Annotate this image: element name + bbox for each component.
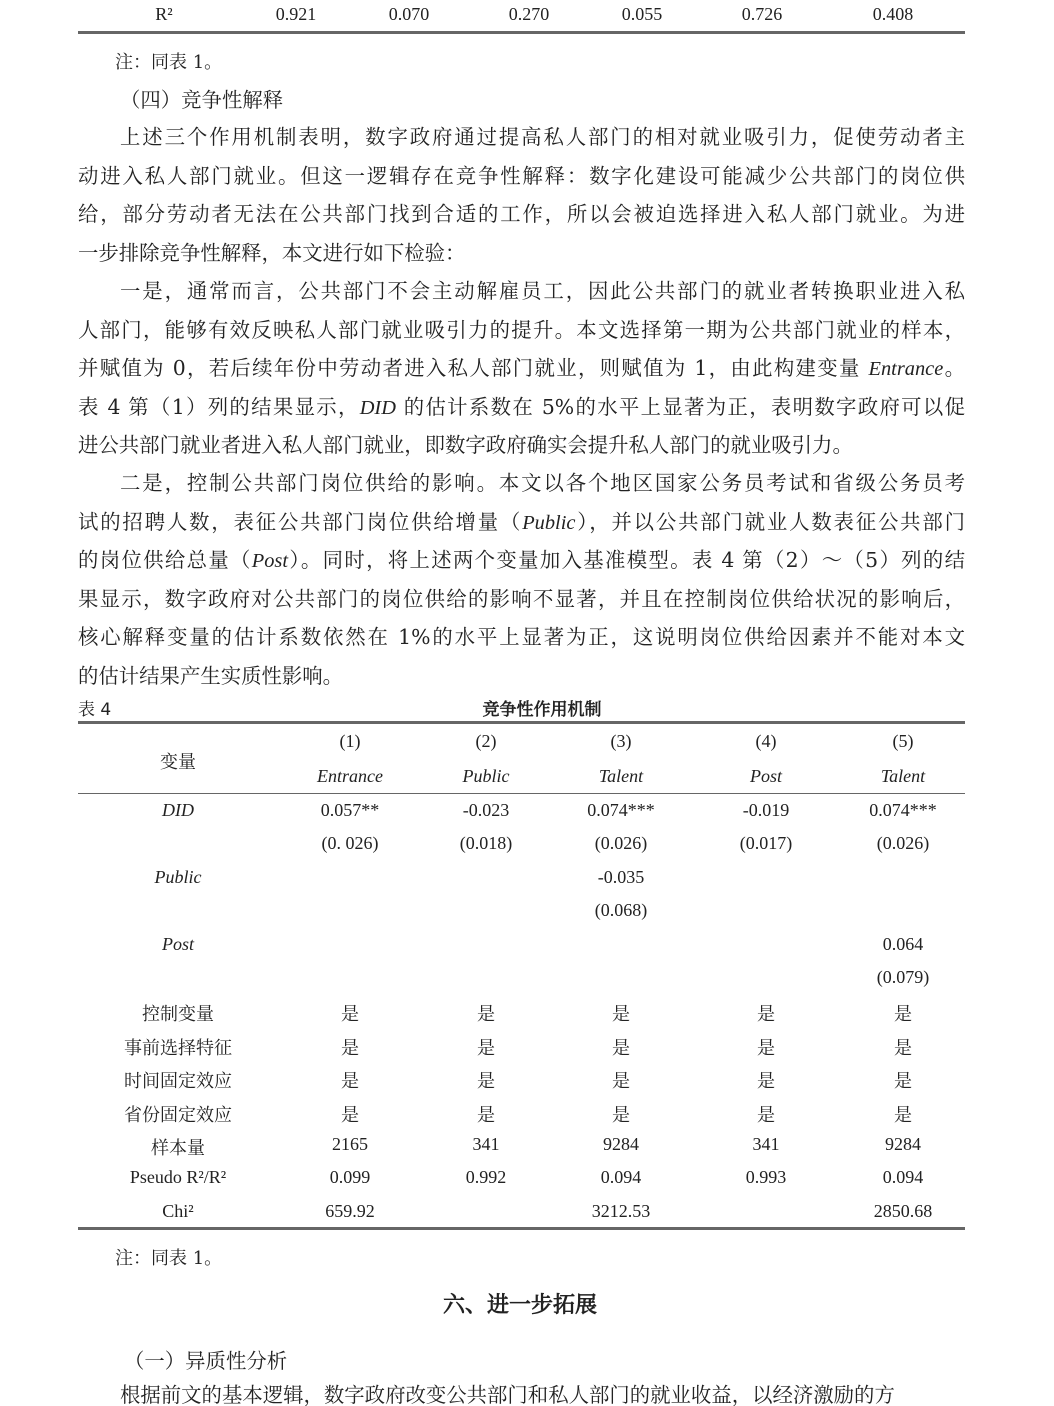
- table-cell: 0.057**: [320, 800, 380, 820]
- paragraph: [78, 464, 965, 695]
- table-cell: 是: [894, 1037, 912, 1059]
- paragraph-line: [78, 541, 965, 580]
- table-cell: 9284: [885, 1134, 921, 1154]
- table-note: 注：同表 1。: [115, 52, 223, 73]
- row-label: 省份固定效应: [124, 1104, 232, 1126]
- column-number: (3): [610, 731, 632, 751]
- row-label: 时间固定效应: [124, 1071, 232, 1093]
- variable-name: Public: [522, 511, 576, 534]
- table-cell: 2850.68: [873, 1200, 933, 1221]
- column-name: Entrance: [317, 766, 383, 786]
- paragraph-line: [78, 618, 965, 657]
- row-label: 控制变量: [142, 1004, 214, 1026]
- r2-value: 0.070: [388, 4, 430, 24]
- table-cell: 是: [894, 1071, 912, 1093]
- table-cell: (0.017): [739, 833, 793, 854]
- column-number: (2): [475, 731, 497, 751]
- table-cell: 是: [477, 1037, 495, 1059]
- table-cell: 是: [477, 1004, 495, 1026]
- column-name: Public: [462, 766, 510, 786]
- row-label: Pseudo R²/R²: [129, 1167, 227, 1188]
- text-run: 的估计系数在 5%的水平上显著为正，表明数字政府可以促: [395, 394, 965, 419]
- paragraph-line: [78, 657, 965, 696]
- prev-table-r2-row: [78, 4, 965, 34]
- table-title: 竞争性作用机制: [482, 700, 602, 720]
- table-cell: 是: [612, 1071, 630, 1093]
- table-cell: 9284: [603, 1134, 639, 1154]
- text-run: ）。同时，将上述两个变量加入基准模型。表 4 第（2）～（5）列的结: [288, 548, 965, 572]
- table-cell: -0.019: [742, 800, 790, 820]
- text-run: 并赋值为 0，若后续年份中劳动者进入私人部门就业，则赋值为 1，由此构建变量: [78, 356, 869, 380]
- paragraph-line: [78, 580, 965, 619]
- text-run: 动进入私人部门就业。但这一逻辑存在竞争性解释：数字化建设可能减少公共部门的岗位供: [78, 163, 965, 188]
- text-run: 人部门，能够有效反映私人部门就业吸引力的提升。本文选择第一期为公共部门就业的样本，: [78, 317, 965, 342]
- text-run: 给，部分劳动者无法在公共部门找到合适的工作，所以会被迫选择进入私人部门就业。为进: [78, 202, 965, 226]
- text-run: 果显示，数字政府对公共部门的岗位供给的影响不显著，并且在控制岗位供给状况的影响后，: [78, 586, 965, 611]
- paragraph-line: [78, 272, 965, 311]
- paragraph-line: [78, 234, 965, 273]
- text-run: 一是，通常而言，公共部门不会主动解雇员工，因此公共部门的就业者转换职业进入私: [120, 279, 965, 303]
- paragraph-line: [78, 118, 965, 157]
- text-run: 的岗位供给总量（: [78, 548, 252, 572]
- table-cell: 是: [341, 1071, 359, 1093]
- section-heading: （四）竞争性解释: [120, 88, 284, 112]
- text-run: 的估计结果产生实质性影响。: [78, 663, 344, 688]
- table-note: 注：同表 1。: [115, 1248, 223, 1269]
- text-run: 。: [943, 356, 966, 380]
- paragraph: [78, 118, 965, 272]
- column-name: Post: [749, 766, 783, 786]
- variable-name: DID: [359, 396, 396, 419]
- table-cell: (0.026): [594, 833, 648, 854]
- text-run: 表 4 第（1）列的结果显示，: [78, 394, 360, 419]
- table-cell: 是: [612, 1037, 630, 1059]
- paragraph-line: [78, 157, 965, 196]
- table-label: 表 4: [78, 700, 112, 720]
- text-run: 核心解释变量的估计系数依然在 1%的水平上显著为正，这说明岗位供给因素并不能对本文: [78, 625, 965, 649]
- table-cell: 341: [752, 1134, 780, 1154]
- table-cell: (0.079): [876, 967, 930, 987]
- table-cell: 是: [477, 1071, 495, 1093]
- table-cell: 0.074***: [587, 800, 655, 820]
- text-run: 二是，控制公共部门岗位供给的影响。本文以各个地区国家公务员考试和省级公务员考: [120, 471, 965, 495]
- paragraph-line: [78, 464, 965, 503]
- r2-value: 0.270: [508, 4, 550, 24]
- table-cell: 是: [477, 1104, 495, 1126]
- table-cell: (0.018): [459, 833, 513, 854]
- table-cell: 0.992: [465, 1167, 507, 1188]
- column-name: Talent: [880, 766, 926, 786]
- row-label: 样本量: [151, 1138, 205, 1159]
- table-cell: 0.099: [329, 1167, 371, 1188]
- table-cell: 是: [757, 1104, 775, 1126]
- variable-header: 变量: [160, 752, 196, 773]
- paragraph: [78, 272, 965, 465]
- paragraph-line: 根据前文的基本逻辑，数字政府改变公共部门和私人部门的就业收益，以经济激励的方: [120, 1383, 895, 1406]
- table-cell: 是: [612, 1004, 630, 1026]
- r2-label: R²: [155, 4, 173, 24]
- row-label: Public: [154, 866, 202, 887]
- text-run: 试的招聘人数，表征公共部门岗位供给增量（: [78, 509, 523, 534]
- table-bottom-rule: [78, 31, 965, 34]
- column-number: (1): [339, 731, 361, 751]
- r2-value: 0.408: [872, 4, 914, 24]
- text-run: 进公共部门就业者进入私人部门就业，即数字政府确实会提升私人部门的就业吸引力。: [78, 433, 853, 457]
- text-run: ），并以公共部门就业人数表征公共部门: [575, 509, 965, 534]
- table-cell: (0.026): [876, 833, 930, 854]
- column-name: Talent: [598, 766, 644, 786]
- table-cell: 是: [341, 1004, 359, 1026]
- table-cell: (0. 026): [321, 833, 379, 854]
- table-cell: 是: [612, 1104, 630, 1126]
- r2-value: 0.726: [741, 4, 783, 24]
- subsection-heading: （一）异质性分析: [124, 1349, 288, 1373]
- row-label: Post: [161, 933, 195, 954]
- table-cell: -0.035: [597, 866, 645, 887]
- table-cell: -0.023: [462, 800, 510, 820]
- variable-name: Entrance: [868, 358, 944, 380]
- paragraph-line: [78, 311, 965, 350]
- table-cell: 是: [757, 1004, 775, 1026]
- paragraph-line: [78, 195, 965, 234]
- table-cell: 0.094: [882, 1167, 924, 1188]
- table-cell: 0.993: [745, 1167, 787, 1188]
- r2-value: 0.921: [275, 4, 317, 24]
- table-cell: 是: [894, 1104, 912, 1126]
- row-label: DID: [162, 800, 194, 820]
- table-cell: 0.064: [882, 933, 924, 954]
- table-cell: 是: [894, 1004, 912, 1026]
- table-cell: (0.068): [594, 900, 648, 921]
- table-cell: 341: [472, 1134, 500, 1154]
- paragraph-line: [78, 349, 965, 388]
- paragraph-line: [78, 388, 965, 427]
- table-cell: 是: [757, 1071, 775, 1093]
- section-heading: 六、进一步拓展: [442, 1293, 598, 1318]
- paragraph-line: [78, 426, 965, 465]
- r2-value: 0.055: [621, 4, 663, 24]
- column-number: (4): [755, 731, 777, 751]
- text-run: 上述三个作用机制表明，数字政府通过提高私人部门的相对就业吸引力，促使劳动者主: [120, 125, 965, 149]
- text-run: 一步排除竞争性解释，本文进行如下检验：: [78, 240, 466, 265]
- table-cell: 3212.53: [591, 1200, 651, 1221]
- row-label: Chi²: [162, 1200, 194, 1221]
- table-cell: 是: [341, 1104, 359, 1126]
- variable-name: Post: [251, 550, 289, 572]
- row-label: 事前选择特征: [124, 1037, 232, 1059]
- table-cell: 是: [757, 1037, 775, 1059]
- table-cell: 0.094: [600, 1167, 642, 1188]
- column-number: (5): [892, 731, 914, 751]
- table-cell: 0.074***: [869, 800, 937, 820]
- table-cell: 659.92: [325, 1200, 375, 1221]
- paragraph-line: [78, 503, 965, 542]
- table-cell: 是: [341, 1037, 359, 1059]
- table-cell: 2165: [332, 1134, 368, 1154]
